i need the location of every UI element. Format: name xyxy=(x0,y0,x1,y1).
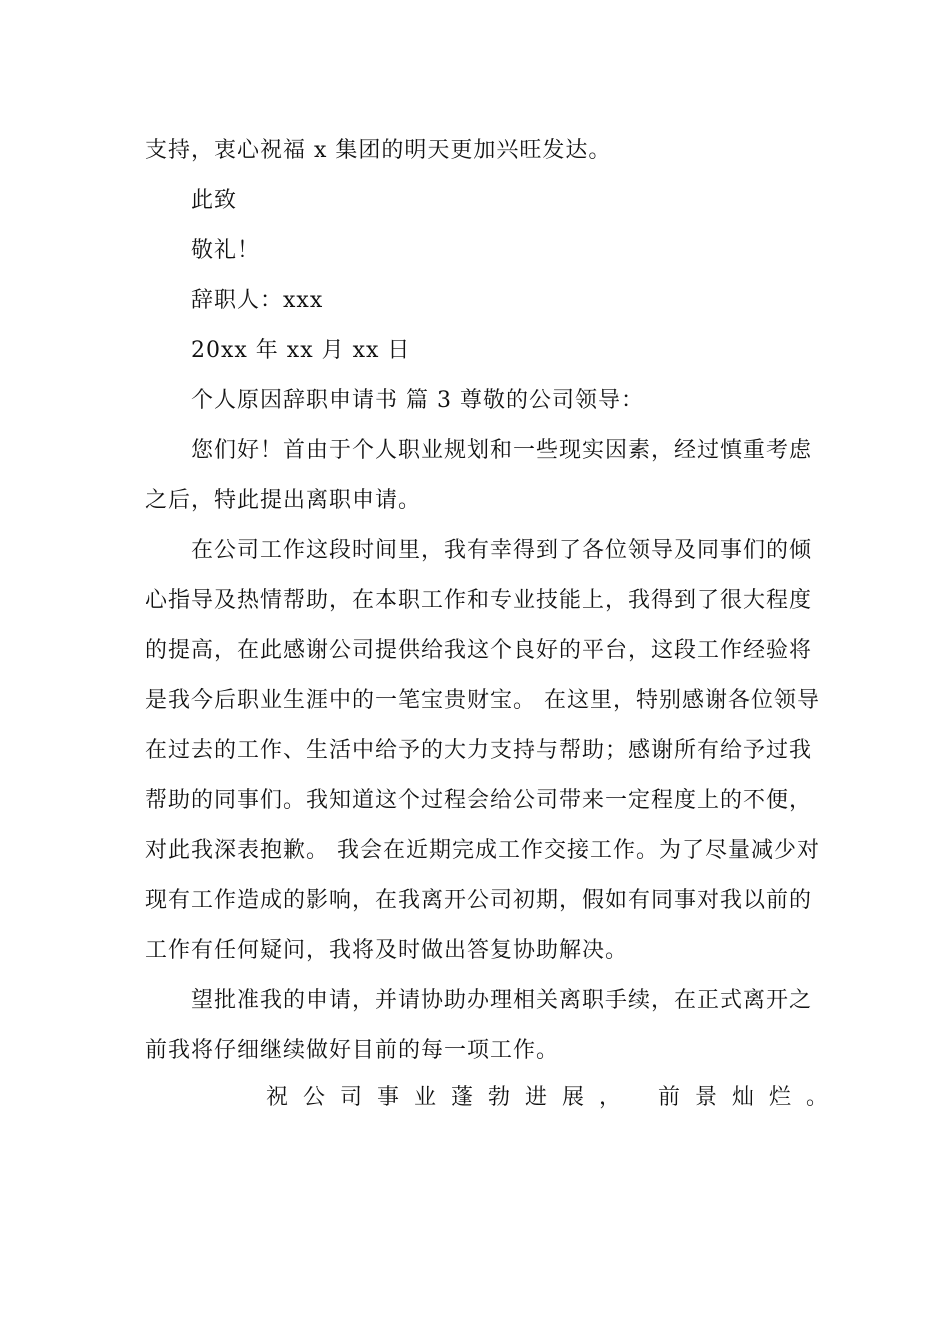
text-line: 之后，特此提出离职申请。 xyxy=(145,488,422,513)
text-line: 的提高，在此感谢公司提供给我这个良好的平台，这段工作经验将 xyxy=(145,638,813,663)
text-line: 帮助的同事们。我知道这个过程会给公司带来一定程度上的不便， xyxy=(145,788,813,813)
salutation-line: 此致 xyxy=(191,188,238,213)
date-line: 20xx 年 xx 月 xx 日 xyxy=(191,338,411,363)
text-line: 对此我深表抱歉。 我会在近期完成工作交接工作。为了尽量减少对 xyxy=(145,838,820,863)
section-heading: 个人原因辞职申请书 篇 3 尊敬的公司领导： xyxy=(191,388,644,413)
salutation-line: 敬礼！ xyxy=(191,238,261,263)
text-line: 心指导及热情帮助，在本职工作和专业技能上，我得到了很大程度 xyxy=(145,588,813,613)
text-line: 现有工作造成的影响，在我离开公司初期，假如有同事对我以前的 xyxy=(145,888,813,913)
text-line: 望批准我的申请，并请协助办理相关离职手续，在正式离开之 xyxy=(191,988,813,1013)
text-line: 在过去的工作、生活中给予的大力支持与帮助；感谢所有给予过我 xyxy=(145,738,813,763)
text-line: 在公司工作这段时间里，我有幸得到了各位领导及同事们的倾 xyxy=(191,538,813,563)
text-line: 是我今后职业生涯中的一笔宝贵财宝。 在这里，特别感谢各位领导 xyxy=(145,688,820,713)
text-line: 前我将仔细继续做好目前的每一项工作。 xyxy=(145,1038,560,1063)
closing-wish: 祝公司事业蓬勃进展， 前景灿烂。 xyxy=(266,1085,843,1110)
signature-line: 辞职人：xxx xyxy=(191,288,324,313)
text-line: 工作有任何疑问，我将及时做出答复协助解决。 xyxy=(145,938,629,963)
text-line: 您们好！首由于个人职业规划和一些现实因素，经过慎重考虑 xyxy=(191,438,813,463)
text-line: 支持，衷心祝福 x 集团的明天更加兴旺发达。 xyxy=(145,138,612,163)
